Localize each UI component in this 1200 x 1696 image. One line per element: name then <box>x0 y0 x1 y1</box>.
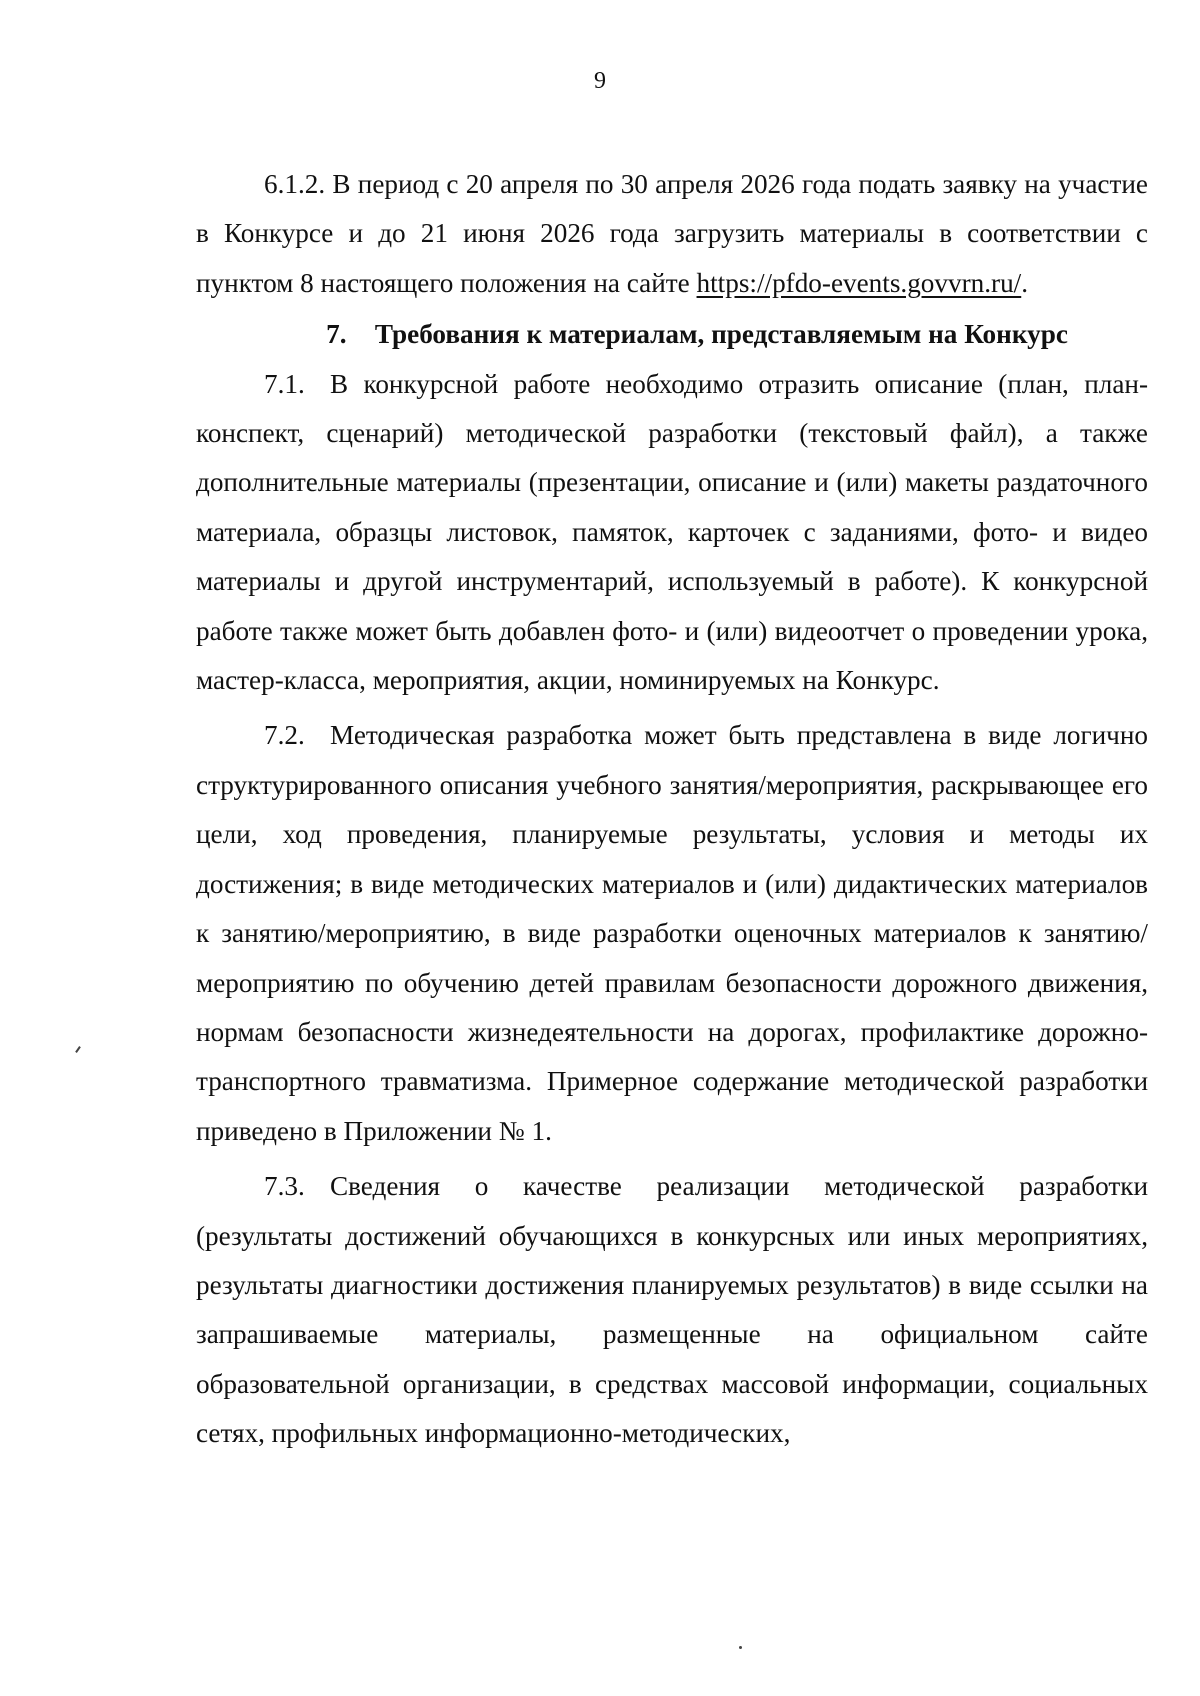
paragraph-number: 6.1.2. <box>264 169 326 199</box>
paragraph-number: 7.1. <box>264 368 305 399</box>
paragraph-text: Сведения о качестве реализации методической разработки (результаты достижений обучающихся в конкурсных или иных мероприятиях, результаты диагностики достижения планируемых результатов) в виде ссылки на запрашиваемые материалы, размещенные на официальном сайте образовательной организации, в средствах массовой информации, социальных сетях, профильных информационно-методических, <box>196 1171 1148 1449</box>
paragraph-text: В конкурсной работе необходимо отразить описание (план, план-конспект, сценарий) методической разработки (текстовый файл), а также дополнительные материалы (презентации, описание и (или) макеты раздаточного материала, образцы листовок, памяток, карточек с заданиями, фото- и видео материалы и другой инструментарий, используемый в работе). К конкурсной работе также может быть добавлен фото- и (или) видеоотчет о проведении урока, мастер-класса, мероприятия, акции, номинируемых на Конкурс. <box>196 368 1148 696</box>
paragraph-end-punctuation: . <box>1021 267 1029 298</box>
document-body <box>196 160 1148 1459</box>
section-heading-7 <box>196 310 1148 359</box>
paragraph-number: 7.3. <box>264 1171 305 1202</box>
contest-site-link[interactable]: https://pfdo-events.govvrn.ru/ <box>696 267 1022 298</box>
paragraph-7-2 <box>196 711 1148 1156</box>
page-number: 9 <box>594 68 606 94</box>
section-number: 7. <box>326 319 347 350</box>
paragraph-text: Методическая разработка может быть представлена в виде логично структурированного описания учебного занятия/мероприятия, раскрывающее его цели, ход проведения, планируемые результаты, условия и методы их достижения; в виде методических материалов и (или) дидактических материалов к занятию/мероприятию, в виде разработки оценочных материалов к занятию/мероприятию по обучению детей правилам безопасности дорожного движения, нормам безопасности жизнедеятельности на дорогах, профилактике дорожно-транспортного травматизма. Примерное содержание методической разработки приведено в Приложении № 1. <box>196 720 1148 1146</box>
paragraph-7-3 <box>196 1162 1148 1458</box>
scan-speck <box>75 1046 81 1053</box>
paragraph-number: 7.2. <box>264 720 305 751</box>
section-title: Требования к материалам, представляемым на Конкурс <box>374 319 1068 350</box>
scan-speck <box>739 1646 742 1649</box>
paragraph-7-1 <box>196 360 1148 706</box>
paragraph-6-1-2 <box>196 160 1148 308</box>
paragraph-text: В период с 20 апреля по 30 апреля 2026 года подать заявку на участие в Конкурсе и до 21 июня 2026 года загрузить материалы в соответствии с пунктом 8 настоящего положения на сайте <box>196 169 1148 298</box>
